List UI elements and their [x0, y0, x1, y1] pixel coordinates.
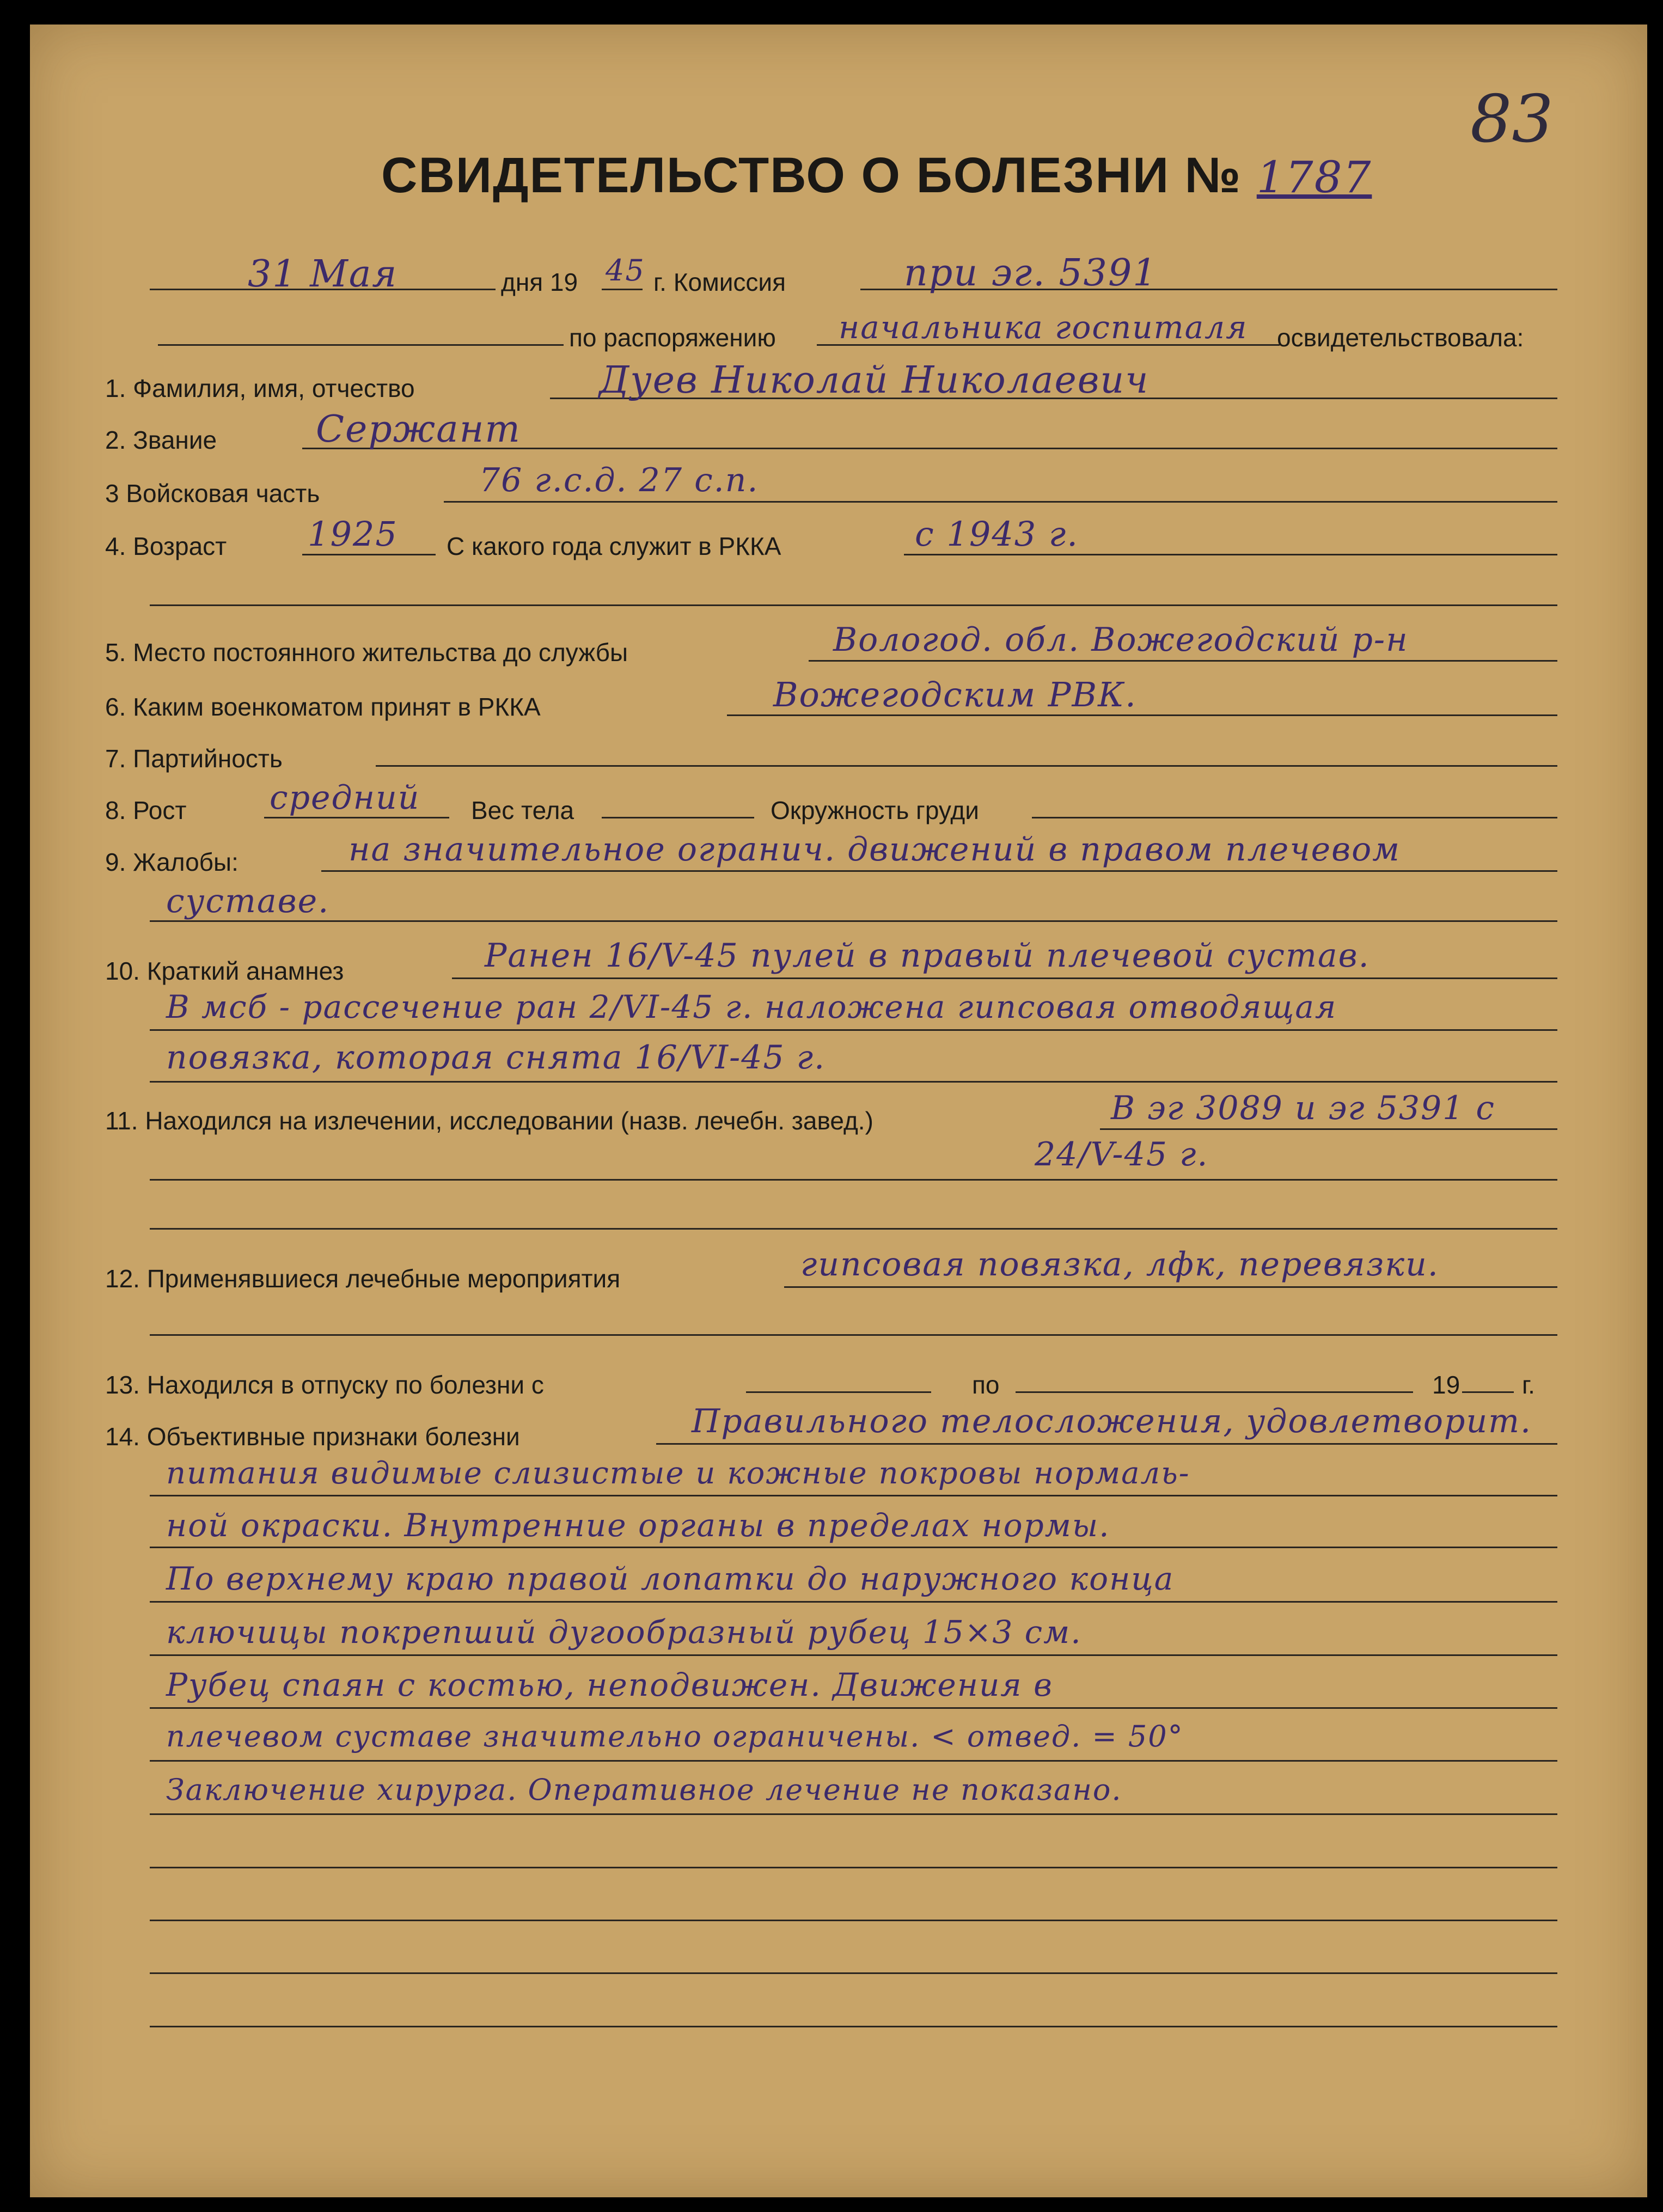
day-label: дня 19: [501, 268, 578, 296]
field11-label: 11. Находился на излечении, исследовании (назв. лечебн. завед.): [105, 1107, 873, 1135]
field14-label: 14. Объективные признаки болезни: [105, 1422, 520, 1451]
field10-line-1: [452, 977, 1557, 979]
field6-label: 6. Каким военкоматом принят в РККА: [105, 693, 541, 721]
field10-line-3: [150, 1081, 1557, 1083]
field9-value-1: на значительное огранич. движений в правом плечевом: [349, 830, 1401, 869]
field8-line: [264, 817, 449, 818]
field10-value-2: В мсб - рассечение ран 2/VI-45 г. наложена гипсовая отводящая: [166, 988, 1337, 1025]
blank-line: [158, 344, 564, 346]
field4-extra-line: [150, 604, 1557, 606]
field5-label: 5. Место постоянного жительства до службы: [105, 638, 628, 667]
field13-year-line: [1462, 1391, 1514, 1393]
year-value: 45: [606, 253, 645, 288]
field9-line-1: [321, 870, 1557, 872]
field1-label: 1. Фамилия, имя, отчество: [105, 374, 415, 402]
field5-value: Вологод. обл. Вожегодский р-н: [833, 621, 1409, 659]
document-title: [381, 147, 1372, 204]
field2-value: Сержант: [316, 408, 521, 451]
certificate-number: 1787: [1256, 152, 1372, 203]
field12-label: 12. Применявшиеся лечебные мероприятия: [105, 1264, 621, 1293]
title-text: СВИДЕТЕЛЬСТВО О БОЛЕЗНИ №: [381, 148, 1242, 203]
chest-label: Окружность груди: [771, 796, 979, 824]
field14-line-5: [150, 1654, 1557, 1656]
field4-line: [302, 554, 436, 555]
field14-line-4: [150, 1601, 1557, 1603]
field14-line-1: [656, 1443, 1557, 1445]
field13-g-label: г.: [1522, 1371, 1535, 1399]
field11-line-2: [150, 1179, 1557, 1181]
field3-line: [444, 501, 1557, 503]
field7-label: 7. Партийность: [105, 744, 283, 773]
field13-label: 13. Находился в отпуску по болезни с: [105, 1371, 544, 1399]
field4-value: 1925: [308, 514, 398, 554]
field14-value-3: ной окраски. Внутренние органы в пределах нормы.: [166, 1507, 1110, 1544]
field9-line-2: [150, 920, 1557, 922]
field12-line: [784, 1286, 1557, 1288]
date-value: 31 Мая: [248, 253, 398, 296]
field4b-label: С какого года служит в РККА: [447, 532, 781, 560]
field6-line: [727, 714, 1557, 716]
chest-line: [1032, 817, 1557, 818]
commission-label: г. Комиссия: [653, 268, 786, 296]
field10-line-2: [150, 1029, 1557, 1031]
field11-value-2: 24/V-45 г.: [1035, 1135, 1209, 1174]
commission-value: при эг. 5391: [904, 252, 1158, 295]
field14-value-4: По верхнему краю правой лопатки до наружного конца: [166, 1560, 1175, 1597]
field14-value-1: Правильного телосложения, удовлетворит.: [692, 1402, 1532, 1440]
field14-value-7: плечевом суставе значительно ограничены. < отвед. = 50°: [166, 1719, 1184, 1753]
field6-value: Вожегодским РВК.: [773, 675, 1137, 714]
field14-line-7: [150, 1760, 1557, 1762]
field14-value-8: Заключение хирурга. Оперативное лечение не показано.: [166, 1773, 1122, 1807]
field14-value-2: питания видимые слизистые и кожные покровы нормаль-: [166, 1456, 1190, 1491]
field14-line-8: [150, 1813, 1557, 1815]
field11-line-3: [150, 1228, 1557, 1230]
field8-value: средний: [270, 779, 420, 817]
field10-value-3: повязка, которая снята 16/VI-45 г.: [166, 1038, 826, 1077]
weight-line: [602, 817, 754, 818]
field13-year-label: 19: [1432, 1371, 1460, 1399]
field14-value-5: ключицы покрепший дугообразный рубец 15×3 см.: [166, 1614, 1082, 1651]
field14-line-10: [150, 1920, 1557, 1921]
field2-label: 2. Звание: [105, 426, 217, 454]
field1-value: Дуев Николай Николаевич: [599, 359, 1150, 402]
order-value: начальника госпиталя: [839, 309, 1248, 346]
field5-line: [809, 660, 1557, 662]
field9-label: 9. Жалобы:: [105, 848, 239, 876]
field13-from-line: [746, 1391, 931, 1393]
year-line: [602, 289, 643, 290]
field14-line-12: [150, 2026, 1557, 2027]
field14-line-2: [150, 1495, 1557, 1496]
field4b-line: [904, 554, 1557, 555]
field13-to-label: по: [972, 1371, 1000, 1399]
field3-label: 3 Войсковая часть: [105, 479, 320, 508]
field14-line-9: [150, 1867, 1557, 1868]
field4b-value: с 1943 г.: [915, 514, 1079, 554]
examined-label: освидетельствовала:: [1277, 323, 1524, 352]
field12-value: гипсовая повязка, лфк, перевязки.: [800, 1245, 1439, 1284]
field10-value-1: Ранен 16/V-45 пулей в правый плечевой сустав.: [485, 937, 1370, 975]
field11-value-1: В эг 3089 и эг 5391 с: [1111, 1089, 1496, 1127]
field3-value: 76 г.с.д. 27 с.п.: [479, 461, 759, 499]
archive-page-number: 83: [1470, 82, 1554, 157]
field14-value-6: Рубец спаян с костью, неподвижен. Движения в: [166, 1666, 1053, 1703]
order-label: по распоряжению: [569, 323, 776, 352]
field14-line-6: [150, 1707, 1557, 1709]
field7-line: [376, 765, 1557, 767]
field13-to-line: [1016, 1391, 1413, 1393]
weight-label: Вес тела: [471, 796, 574, 824]
field14-line-11: [150, 1972, 1557, 1974]
field14-line-3: [150, 1547, 1557, 1548]
field9-value-2: суставе.: [166, 882, 330, 920]
field8-label: 8. Рост: [105, 796, 187, 824]
field4-label: 4. Возраст: [105, 532, 227, 560]
field12-extra-line: [150, 1334, 1557, 1336]
field10-label: 10. Краткий анамнез: [105, 957, 344, 985]
field11-line-1: [1100, 1128, 1557, 1130]
